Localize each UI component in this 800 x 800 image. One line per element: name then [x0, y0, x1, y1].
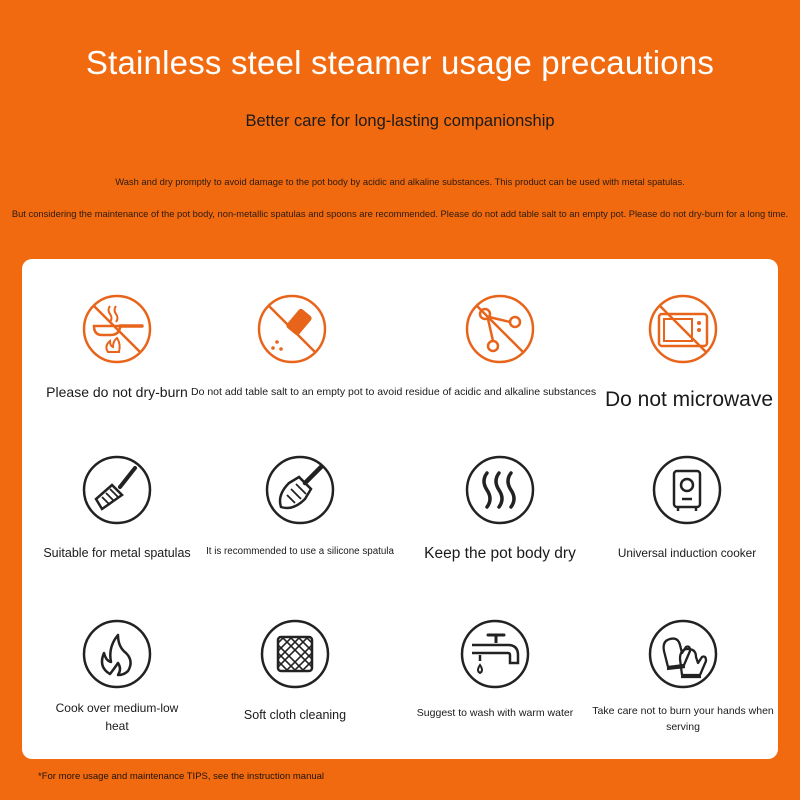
precaution-label: Take care not to burn your hands when serving	[592, 705, 774, 733]
precaution-item	[592, 453, 782, 613]
precaution-item	[405, 453, 595, 613]
precaution-label: Do not add table salt to an empty pot to avoid residue of acidic and alkaline substances	[191, 386, 597, 398]
precaution-label: It is recommended to use a silicone spatula	[206, 546, 394, 557]
faucet-icon	[458, 617, 532, 691]
usage-note-1: Wash and dry promptly to avoid damage to the pot body by acidic and alkaline substances. This product can be used with metal spatulas.	[115, 176, 685, 187]
precaution-label: Suggest to wash with warm water	[416, 707, 574, 719]
precaution-item	[588, 617, 778, 777]
precaution-label: Soft cloth cleaning	[243, 708, 347, 722]
precaution-item	[22, 617, 212, 777]
no-dry-burn-pan-icon	[80, 292, 154, 366]
page-subtitle: Better care for long-lasting companionship	[245, 112, 555, 130]
usage-note-2: But considering the maintenance of the pot body, non-metallic spatulas and spoons are recommended. Please do not add table salt to an empty pot. Please do not dry-burn for a long time.	[11, 208, 789, 219]
precaution-item	[400, 617, 590, 777]
precaution-item	[191, 292, 597, 452]
footer-note: *For more usage and maintenance TIPS, see the instruction manual	[38, 771, 325, 782]
no-salt-empty-pot-icon	[255, 292, 329, 366]
metal-spatula-icon	[80, 453, 154, 527]
precaution-item	[22, 292, 212, 452]
soft-cloth-icon	[258, 617, 332, 691]
precaution-label: Suitable for metal spatulas	[43, 546, 191, 560]
precaution-item	[405, 292, 595, 452]
precautions-panel	[22, 259, 778, 759]
induction-cooker-icon	[650, 453, 724, 527]
silicone-spatula-icon	[263, 453, 337, 527]
oven-mitts-icon	[646, 617, 720, 691]
precaution-label: Universal induction cooker	[617, 546, 757, 560]
flame-icon	[80, 617, 154, 691]
precaution-item	[205, 453, 395, 613]
page-title: Stainless steel steamer usage precautions	[85, 44, 715, 81]
no-hard-utensils-icon	[463, 292, 537, 366]
precaution-item	[588, 292, 778, 452]
steam-waves-icon	[463, 453, 537, 527]
precaution-label: Cook over medium-low heat	[55, 701, 179, 733]
precaution-item	[22, 453, 212, 613]
precaution-item	[200, 617, 390, 777]
no-microwave-icon	[646, 292, 720, 366]
precaution-label: Do not microwave	[604, 388, 774, 411]
precaution-label: Please do not dry-burn	[46, 384, 188, 400]
precaution-label: Keep the pot body dry	[424, 545, 576, 562]
